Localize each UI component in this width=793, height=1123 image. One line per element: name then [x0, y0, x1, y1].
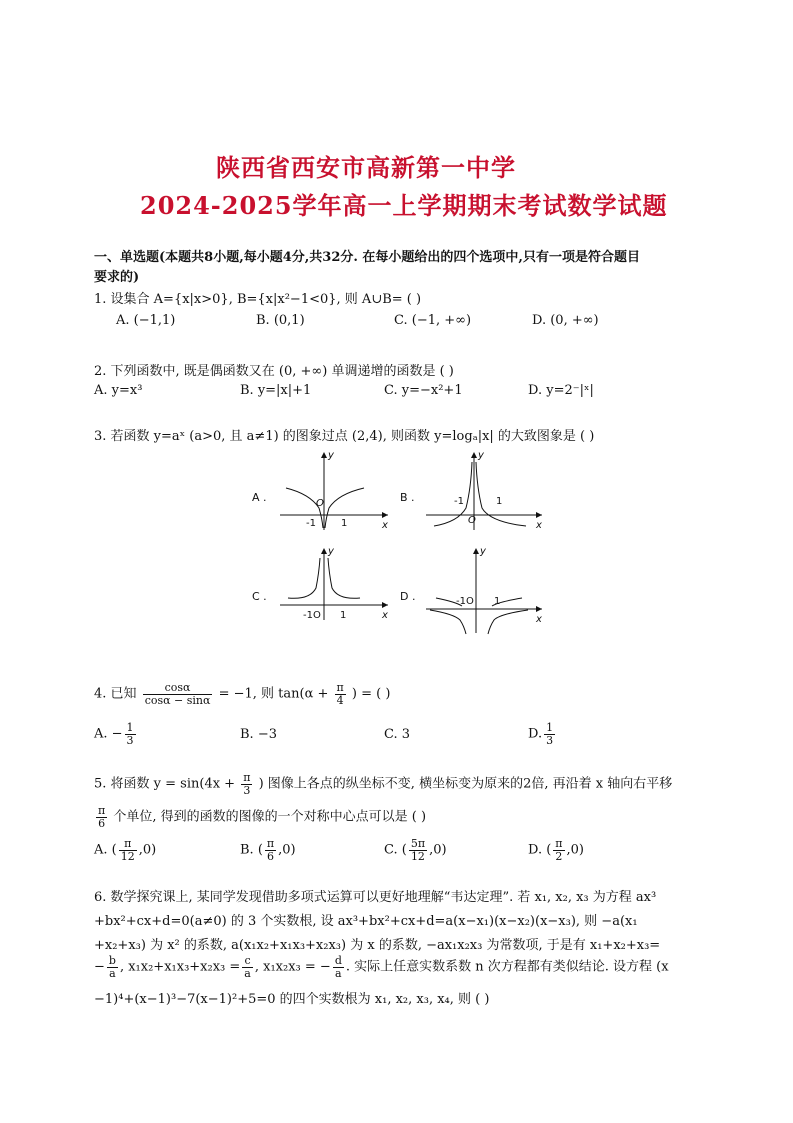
graph-b-label: B . — [400, 491, 415, 504]
q2-option-c: C. y=−x²+1 — [384, 383, 463, 398]
question-3-stem: 3. 若函数 y=aˣ (a>0, 且 a≠1) 的图象过点 (2,4), 则函数 y=logₐ|x| 的大致图象是 ( ) — [94, 429, 595, 444]
question-5-line-1: 5. 将函数 y = sin(4x + $\frac{\pi}{3}$ ) 图像上各点的纵坐标不变, 横坐标变为原来的2倍, 再沿着 x 轴向右平移 — [94, 771, 673, 797]
q2-option-d: D. y=2⁻|ˣ| — [528, 383, 594, 398]
q2-option-a: A. y=x³ — [94, 383, 143, 398]
svg-text:y: y — [328, 450, 334, 461]
q4-option-a: A. − $\frac{1}{3}$ — [94, 721, 134, 747]
q3-graphs — [240, 448, 560, 638]
graph-a — [252, 450, 388, 531]
question-1-stem: 1. 设集合 A={x|x>0}, B={x|x²−1<0}, 则 A∪B= ( ) — [94, 292, 422, 307]
svg-text:-1O: -1O — [456, 596, 474, 607]
q4-option-b: B. −3 — [240, 727, 277, 742]
question-6-line-3: +x₂+x₃) 为 x² 的系数, a(x₁x₂+x₁x₃+x₂x₃) 为 x 的系数, −ax₁x₂x₃ 为常数项, 于是有 x₁+x₂+x₃= — [94, 938, 661, 953]
graph-d — [400, 546, 542, 634]
svg-text:y: y — [478, 450, 484, 461]
q1-option-b: B. (0,1) — [256, 313, 305, 328]
svg-text:1: 1 — [341, 518, 348, 529]
q1-option-d: D. (0, +∞) — [532, 313, 599, 328]
q5-option-a: A. ( $\frac{\pi}{12}$ ,0) — [94, 837, 157, 863]
svg-text:x: x — [382, 610, 388, 621]
title-line-2: 2024-2025学年高一上学期期末考试数学试题 — [140, 191, 668, 220]
q5-option-d: D. ( $\frac{\pi}{2}$ ,0) — [528, 837, 585, 863]
q4-option-c: C. 3 — [384, 727, 411, 742]
question-6-line-2: +bx²+cx+d=0(a≠0) 的 3 个实数根, 设 ax³+bx²+cx+d=a(x−x₁)(x−x₂)(x−x₃), 则 −a(x₁ — [94, 914, 638, 929]
q5-option-b: B. ( $\frac{\pi}{6}$ ,0) — [240, 837, 296, 863]
section-heading: 一、单选题(本题共8小题,每小题4分,共32分. 在每小题给出的四个选项中,只有一项是符合题目 — [94, 250, 640, 265]
question-6-line-1: 6. 数学探究课上, 某同学发现借助多项式运算可以更好地理解“韦达定理”. 若 x₁, x₂, x₃ 为方程 ax³ — [94, 890, 657, 905]
q4-option-d: D. $\frac{1}{3}$ — [528, 721, 554, 747]
svg-text:y: y — [328, 546, 334, 557]
graph-c — [252, 546, 388, 621]
question-6-line-5: −1)⁴+(x−1)³−7(x−1)²+5=0 的四个实数根为 x₁, x₂, x₃, x₄, 则 ( ) — [94, 992, 490, 1007]
q1-option-a: A. (−1,1) — [116, 313, 176, 328]
svg-text:y: y — [480, 546, 486, 557]
title-line-1: 陕西省西安市高新第一中学 — [216, 153, 516, 182]
q2-option-b: B. y=|x|+1 — [240, 383, 312, 398]
question-5-line-2: $\frac{\pi}{6}$ 个单位, 得到的函数的图像的一个对称中心点可以是 ( ) — [98, 804, 427, 830]
question-4-stem: 4. 已知 $\frac{\cos\alpha}{\cos\alpha - \sin\alpha}$ = −1, 则 tan(α + $\frac{\pi}{4}$ ) = ( ) — [94, 681, 391, 707]
svg-text:x: x — [382, 520, 388, 531]
svg-text:1: 1 — [494, 596, 501, 607]
section-heading-cont: 要求的) — [94, 270, 140, 285]
q5-option-c: C. ( $\frac{5\pi}{12}$ ,0) — [384, 837, 447, 863]
svg-text:-1: -1 — [454, 496, 464, 507]
graph-d-label: D . — [400, 590, 416, 603]
graph-b — [400, 450, 542, 531]
svg-text:O: O — [316, 498, 324, 509]
q1-option-c: C. (−1, +∞) — [394, 313, 472, 328]
svg-text:O: O — [468, 515, 476, 526]
svg-text:1: 1 — [340, 610, 347, 621]
svg-text:x: x — [536, 520, 542, 531]
graph-a-label: A . — [252, 491, 267, 504]
question-2-stem: 2. 下列函数中, 既是偶函数又在 (0, +∞) 单调递增的函数是 ( ) — [94, 364, 454, 379]
svg-text:-1: -1 — [306, 518, 316, 529]
svg-text:-1O: -1O — [303, 610, 321, 621]
svg-text:x: x — [536, 614, 542, 625]
graph-c-label: C . — [252, 590, 267, 603]
question-6-line-4: − $\frac{b}{a}$ , x₁x₂+x₁x₃+x₂x₃ = $\frac{c}{a}$ , x₁x₂x₃ = − $\frac{d}{a}$ . 实际上任意实数系数 n 次方程都有类似结论. 设方程 (x — [94, 954, 669, 980]
svg-text:1: 1 — [496, 496, 503, 507]
